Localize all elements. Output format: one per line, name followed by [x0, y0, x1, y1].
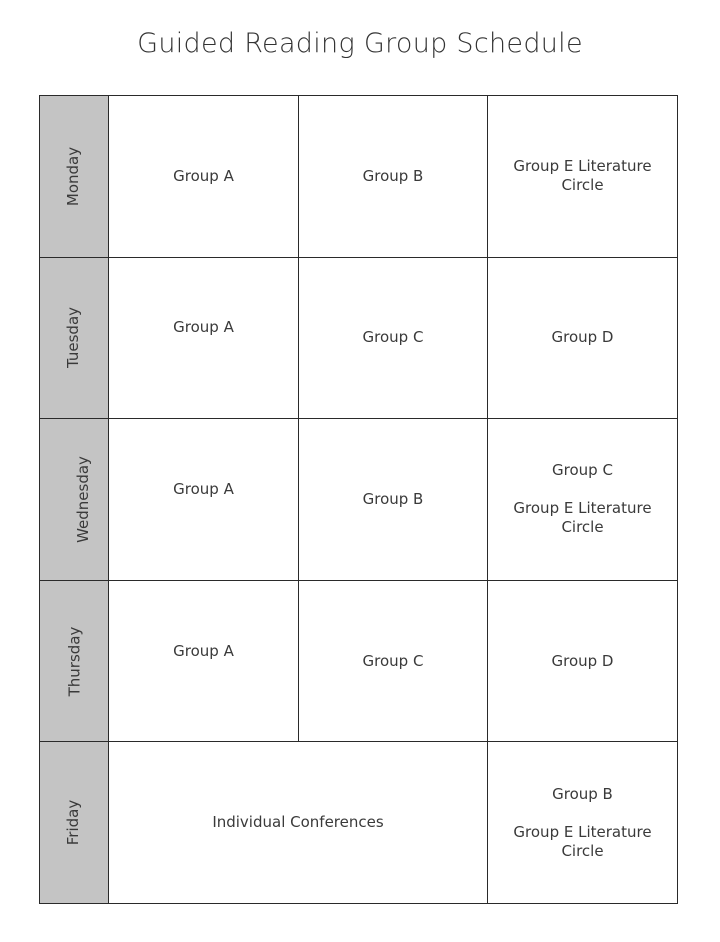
schedule-cell: [109, 257, 299, 419]
day-cell-wednesday: [40, 419, 109, 581]
schedule-cell: [299, 580, 488, 742]
schedule-cell-merged: [109, 742, 488, 904]
group-label: Group E Literature Circle: [513, 822, 652, 860]
day-cell-tuesday: [40, 257, 109, 419]
group-label: Group C: [362, 651, 424, 670]
day-label: Monday: [64, 146, 83, 206]
schedule-cell: [109, 580, 299, 742]
schedule-cell: [109, 96, 299, 258]
group-label: Group A: [173, 318, 234, 337]
group-label: Group D: [551, 651, 614, 670]
group-label: Group A: [173, 166, 234, 185]
group-label: Group C: [362, 328, 424, 347]
schedule-cell: [488, 96, 678, 258]
schedule-row-thursday: [40, 580, 678, 742]
day-cell-thursday: [40, 580, 109, 742]
group-label: Group B: [552, 784, 613, 803]
group-label: Group E Literature Circle: [513, 499, 652, 537]
group-label: Group E Literature Circle: [513, 157, 652, 195]
day-cell-monday: [40, 96, 109, 258]
day-cell-friday: [40, 742, 109, 904]
schedule-table: [39, 95, 678, 904]
schedule-cell: [488, 580, 678, 742]
schedule-cell: [488, 419, 678, 581]
group-label: Group B: [362, 489, 424, 508]
day-label: Wednesday: [73, 456, 92, 543]
day-label: Tuesday: [64, 307, 83, 369]
schedule-row-wednesday: [40, 419, 678, 581]
schedule-cell: [299, 257, 488, 419]
schedule-row-monday: [40, 96, 678, 258]
schedule-cell: [299, 419, 488, 581]
group-label: Group D: [551, 328, 614, 347]
day-label: Friday: [64, 799, 83, 846]
group-label: Individual Conferences: [212, 813, 384, 832]
group-label: Group C: [552, 461, 613, 480]
group-label: Group B: [362, 166, 424, 185]
page-title: Guided Reading Group Schedule: [137, 28, 583, 59]
group-label: Group A: [173, 641, 234, 660]
schedule-cell: [299, 96, 488, 258]
schedule-cell: [109, 419, 299, 581]
group-label: Group A: [173, 479, 234, 498]
schedule-row-tuesday: [40, 257, 678, 419]
schedule-row-friday: [40, 742, 678, 904]
schedule-cell: [488, 257, 678, 419]
day-label: Thursday: [65, 626, 84, 696]
schedule-cell: [488, 742, 678, 904]
